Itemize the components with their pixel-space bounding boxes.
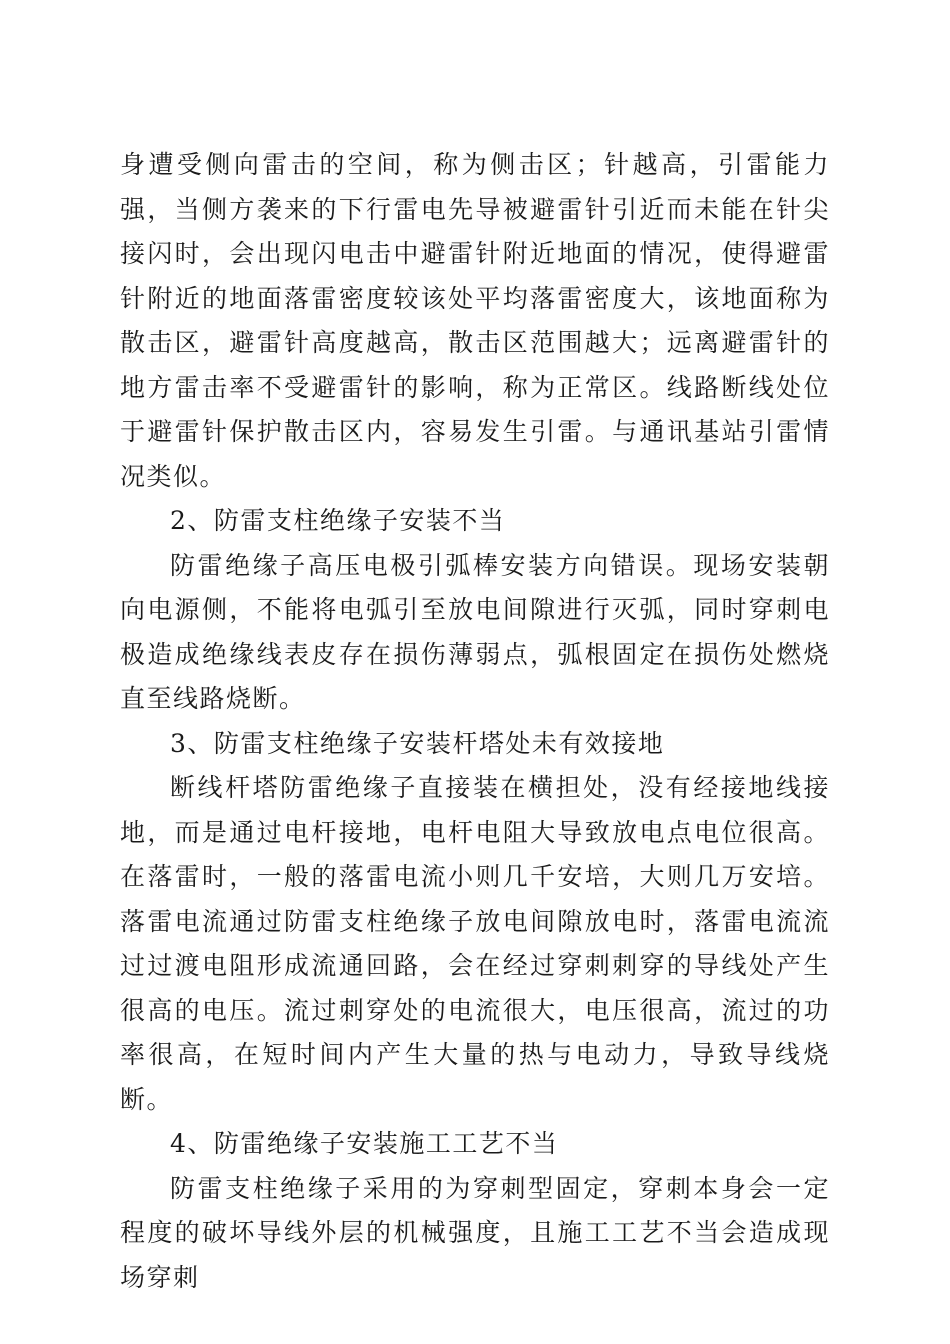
paragraph-piercing-fixation: 防雷支柱绝缘子采用的为穿刺型固定，穿刺本身会一定程度的破坏导线外层的机械强度，且施工工艺不当会造成现场穿刺 [120,1173,830,1292]
paragraph-grounding-through-pole: 断线杆塔防雷绝缘子直接装在横担处，没有经接地线接地，而是通过电杆接地，电杆电阻大导致放电点电位很高。在落雷时，一般的落雷电流小则几千安培，大则几万安培。落雷电流通过防雷支柱绝缘子放电间隙放电时，落雷电流流过过渡电阻形成流通回路，会在经过穿刺刺穿的导线处产生很高的电压。流过刺穿处的电流很大，电压很高，流过的功率很高，在短时间内产生大量的热与电动力，导致导线烧断。 [120,773,830,1114]
heading-construction-process: 4、防雷绝缘子安装施工工艺不当 [170,1129,559,1158]
paragraph-arc-rod-direction: 防雷绝缘子高压电极引弧棒安装方向错误。现场安装朝向电源侧，不能将电弧引至放电间隙进行灭弧，同时穿刺电极造成绝缘线表皮存在损伤薄弱点，弧根固定在损伤处燃烧直至线路烧断。 [120,550,830,713]
heading-improper-installation: 2、防雷支柱绝缘子安装不当 [170,506,506,535]
heading-no-effective-grounding: 3、防雷支柱绝缘子安装杆塔处未有效接地 [170,728,665,758]
paragraph-side-strike-zone: 身遭受侧向雷击的空间，称为侧击区；针越高，引雷能力强，当侧方袭来的下行雷电先导被避雷针引近而未能在针尖接闪时，会出现闪电击中避雷针附近地面的情况，使得避雷针附近的地面落雷密度较该处平均落雷密度大，该地面称为散击区，避雷针高度越高，散击区范围越大；远离避雷针的地方雷击率不受避雷针的影响，称为正常区。线路断线处位于避雷针保护散击区内，容易发生引雷。与通讯基站引雷情况类似。 [120,150,830,491]
document-body [120,143,830,1300]
